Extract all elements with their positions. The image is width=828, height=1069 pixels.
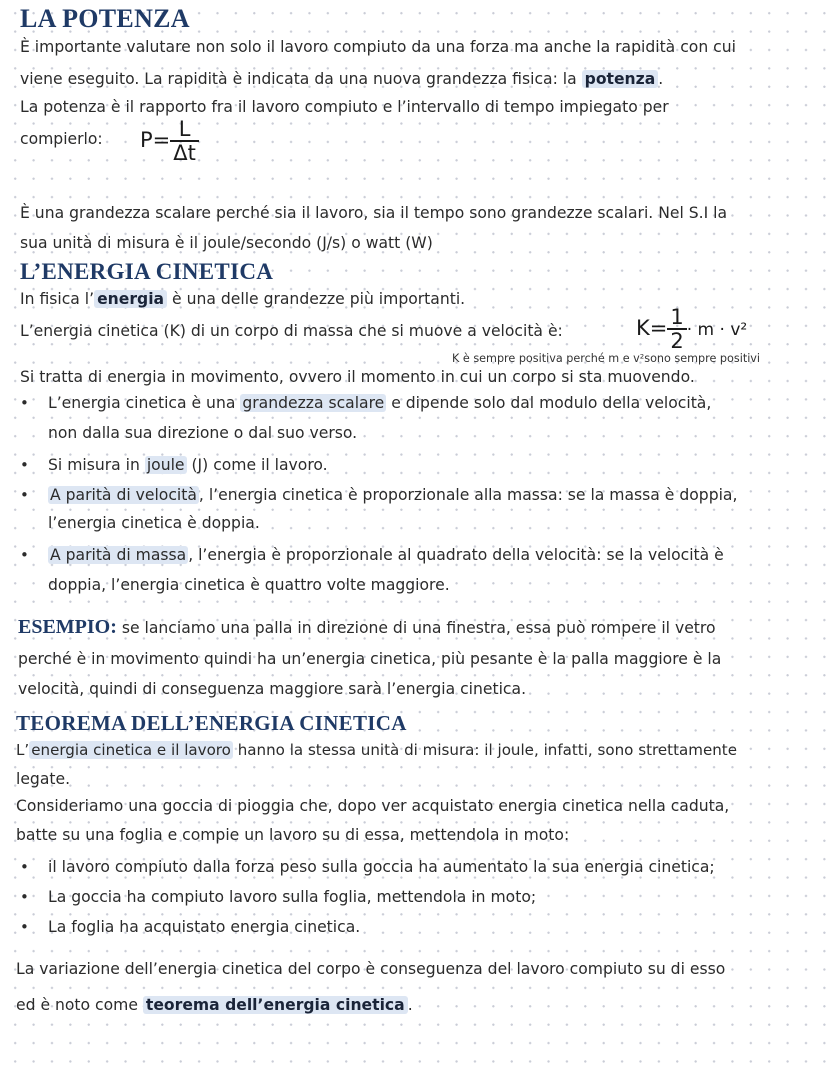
bullet-dot: • (20, 888, 29, 906)
teorema-line-4: batte su una foglia e compie un lavoro su di essa, mettendola in moto: (16, 826, 570, 844)
esempio-line-2: perché è in movimento quindi ha un’energia cinetica, più pesante è la palla maggiore è la (18, 650, 722, 668)
energia-bullet-4: A parità di massa , l’energia è proporzionale al quadrato della velocità: se la velocità è (50, 546, 724, 564)
bullet-dot: • (20, 456, 29, 474)
energia-bullet-4-cont: doppia, l’energia cinetica è quattro volte maggiore. (48, 576, 450, 594)
energia-bullet-2: Si misura in joule (J) come il lavoro. (48, 456, 328, 474)
term-potenza: potenza (582, 70, 659, 88)
energia-line-1: In fisica l’ energia è una delle grandezze più importanti. (20, 290, 466, 308)
formula-potenza: P= $\frac{L}{\Delta t}$ (140, 118, 199, 164)
potenza-line-3: La potenza è il rapporto fra il lavoro compiuto e l’intervallo di tempo impiegato per (20, 98, 669, 116)
potenza-line-2: viene eseguito. La rapidità è indicata da una nuova grandezza fisica: la potenza . (20, 70, 664, 88)
potenza-line-6: sua unità di misura è il joule/secondo (J/s) o watt (W) (20, 234, 433, 252)
bullet-dot: • (20, 546, 29, 564)
teorema-bullet-3: La foglia ha acquistato energia cinetica. (48, 918, 361, 936)
bullet-dot: • (20, 486, 29, 504)
potenza-line-4: compierlo: (20, 130, 103, 148)
term-teorema: teorema dell’energia cinetica (143, 996, 408, 1014)
energia-line-2: L’energia cinetica (K) di un corpo di massa che si muove a velocità è: (20, 322, 563, 340)
teorema-line-1: L’ energia cinetica e il lavoro hanno la stessa unità di misura: il joule, infatti, sono strettamente (16, 741, 737, 759)
energia-bullet-3-cont: l’energia cinetica è doppia. (48, 514, 260, 532)
teorema-line-3: Consideriamo una goccia di pioggia che, dopo ver acquistato energia cinetica nella caduta, (16, 797, 730, 815)
energia-bullet-3: A parità di velocità , l’energia cinetica è proporzionale alla massa: se la massa è doppia, (50, 486, 738, 504)
title-potenza: LA POTENZA (20, 4, 190, 33)
energia-line-3: Si tratta di energia in movimento, ovvero il momento in cui un corpo si sta muovendo. (20, 368, 695, 386)
esempio-label: ESEMPIO: (18, 616, 117, 638)
teorema-bullet-1: il lavoro compiuto dalla forza peso sulla goccia ha aumentato la sua energia cinetica; (48, 858, 715, 876)
potenza-line-1: È importante valutare non solo il lavoro compiuto da una forza ma anche la rapidità con cui (20, 38, 736, 56)
teorema-line-6: ed è noto come teorema dell’energia cinetica . (16, 996, 413, 1014)
potenza-line-5: È una grandezza scalare perché sia il lavoro, sia il tempo sono grandezze scalari. Nel S.I la (20, 204, 728, 222)
note-energia-positiva: K è sempre positiva perché m e v²sono sempre positivi (452, 352, 761, 365)
title-energia-cinetica: L’ENERGIA CINETICA (20, 259, 274, 284)
esempio-line-3: velocità, quindi di conseguenza maggiore sarà l’energia cinetica. (18, 680, 527, 698)
formula-energia-cinetica: K= $\frac{1}{2}$ · m · v² (636, 305, 748, 354)
teorema-line-5: La variazione dell’energia cinetica del corpo è conseguenza del lavoro compiuto su di esso (16, 960, 726, 978)
bullet-dot: • (20, 394, 29, 412)
term-energia: energia (94, 290, 167, 308)
title-teorema: TEOREMA DELL’ENERGIA CINETICA (16, 711, 407, 735)
energia-bullet-1-cont: non dalla sua direzione o dal suo verso. (48, 424, 358, 442)
bullet-dot: • (20, 918, 29, 936)
teorema-bullet-2: La goccia ha compiuto lavoro sulla foglia, mettendola in moto; (48, 888, 537, 906)
esempio-line-1: ESEMPIO: se lanciamo una palla in direzione di una finestra, essa può rompere il vetro (18, 616, 716, 638)
teorema-line-2: legate. (16, 770, 71, 788)
energia-bullet-1: L’energia cinetica è una grandezza scalare e dipende solo dal modulo della velocità, (48, 394, 712, 412)
bullet-dot: • (20, 858, 29, 876)
